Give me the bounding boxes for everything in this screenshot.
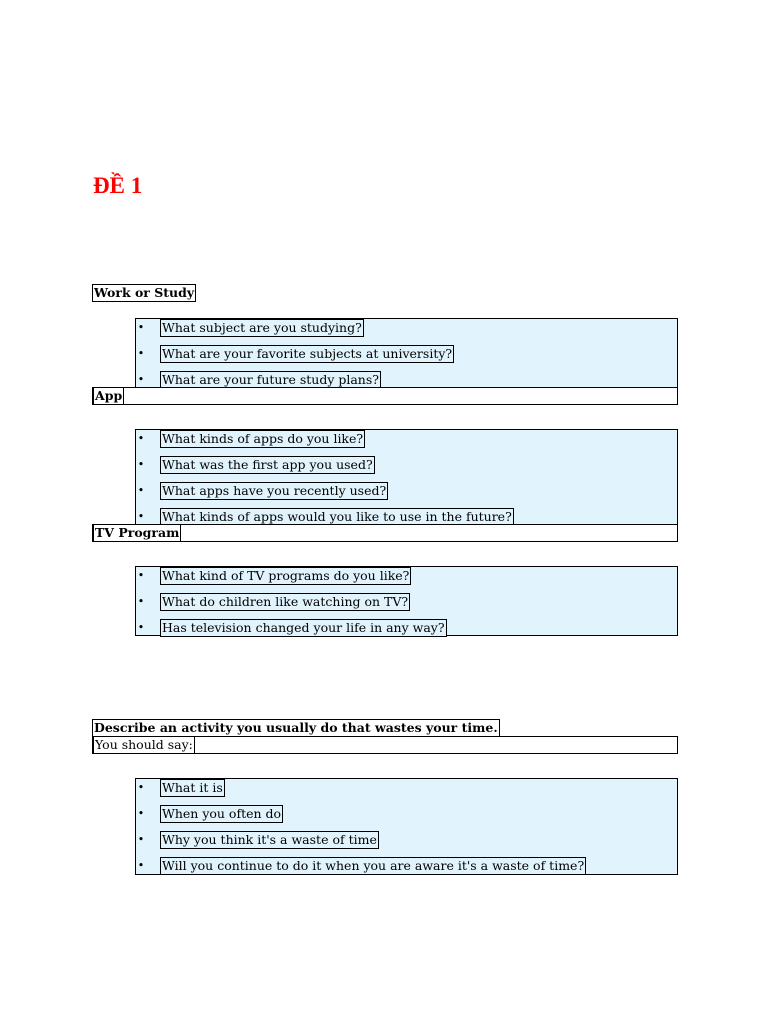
bullet-icon: • [137,432,145,445]
bullet-icon: • [137,510,145,523]
bullet-icon: • [137,321,145,334]
list-item [136,593,677,611]
question-text: What was the first app you used? [162,457,373,472]
section-bar-app [92,387,678,405]
list-item [136,567,677,585]
bullet-icon: • [137,569,145,582]
question-text: Has television changed your life in any way? [162,620,445,635]
question-text: What kind of TV programs do you like? [162,568,410,583]
page-heading: ĐỀ 1 [93,173,143,198]
section-title-tv-program: TV Program [95,525,180,540]
bullet-icon: • [137,833,145,846]
bullet-icon: • [137,458,145,471]
work-question-list [135,318,678,388]
list-item [136,779,677,797]
list-item [136,482,677,500]
section-title-app: App [95,388,123,403]
bullet-icon: • [137,484,145,497]
task-subtitle-bar [92,736,678,754]
list-item [136,345,677,363]
list-item [136,319,677,337]
list-item [136,805,677,823]
question-text: What are your favorite subjects at university? [162,346,453,361]
bullet-icon: • [137,373,145,386]
list-item [136,456,677,474]
list-item [136,831,677,849]
tv-question-list [135,566,678,636]
point-text: Why you think it's a waste of time [162,832,377,847]
question-text: What kinds of apps would you like to use in the future? [162,509,512,524]
list-item [136,619,677,637]
question-text: What are your future study plans? [162,372,379,387]
task-subtitle: You should say: [95,737,193,752]
task-points-list [135,778,678,875]
bullet-icon: • [137,859,145,872]
point-text: What it is [162,780,223,795]
point-text: Will you continue to do it when you are aware it's a waste of time? [162,858,585,873]
bullet-icon: • [137,781,145,794]
question-text: What kinds of apps do you like? [162,431,364,446]
question-text: What subject are you studying? [162,320,362,335]
question-text: What apps have you recently used? [162,483,387,498]
bullet-icon: • [137,347,145,360]
task-title: Describe an activity you usually do that wastes your time. [94,720,498,735]
section-bar-tv-program [92,524,678,542]
bullet-icon: • [137,595,145,608]
app-question-list [135,429,678,525]
bullet-icon: • [137,621,145,634]
list-item [136,430,677,448]
section-title-work-or-study: Work or Study [94,285,195,300]
list-item [136,857,677,875]
question-text: What do children like watching on TV? [162,594,409,609]
bullet-icon: • [137,807,145,820]
point-text: When you often do [162,806,282,821]
